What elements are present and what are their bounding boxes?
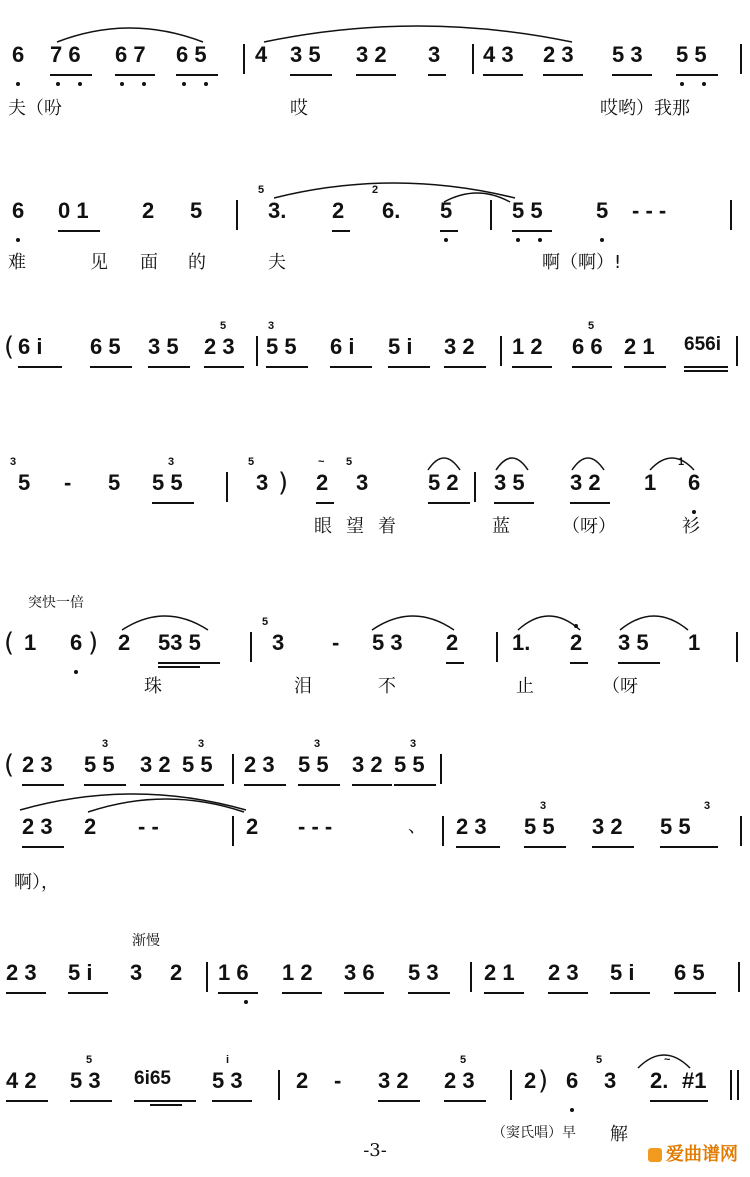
lyric: 望 (346, 516, 364, 537)
lyric: 的 (188, 252, 206, 273)
note: 1 6 (218, 960, 249, 985)
open-paren: ( (4, 750, 15, 780)
note: 2 1 (624, 334, 655, 359)
high-dot (574, 624, 578, 628)
underline (570, 502, 610, 504)
underline (444, 366, 486, 368)
barline (472, 44, 474, 74)
lyric: 衫 (682, 516, 700, 537)
slur (618, 604, 690, 632)
grace-note: 3 (198, 738, 205, 750)
underline (352, 784, 392, 786)
note: 5 5 (84, 752, 115, 777)
barline (490, 200, 492, 230)
low-dot (680, 82, 684, 86)
note: 2 (170, 960, 183, 985)
low-dot (56, 82, 60, 86)
notes-line (0, 1054, 750, 1104)
barline (226, 472, 228, 502)
note: 5 5 (394, 752, 425, 777)
close-paren: ) (278, 468, 289, 498)
note: 3 2 (352, 752, 383, 777)
note: 53 5 (158, 630, 201, 655)
note: 3 5 (494, 470, 525, 495)
underline (70, 1100, 112, 1102)
note: 2 (570, 630, 583, 655)
underline (388, 366, 430, 368)
low-dot (538, 238, 542, 242)
lyric: 不 (378, 676, 396, 697)
grace-note: 5 (220, 320, 227, 332)
note: 3 5 (618, 630, 649, 655)
note: 2 3 (22, 752, 53, 777)
underline (446, 662, 464, 664)
underline (332, 230, 350, 232)
note: 5 (596, 198, 609, 223)
barline (232, 816, 234, 846)
note: 5 i (388, 334, 413, 359)
barline (250, 632, 252, 662)
note: - - (138, 814, 159, 839)
underline (218, 992, 258, 994)
note: 3 (604, 1068, 617, 1093)
grace-note: 1 (678, 456, 685, 468)
barline (474, 472, 476, 502)
lyric: 见 (90, 252, 108, 273)
slur (648, 450, 696, 472)
note: 3 2 (140, 752, 171, 777)
grace-note: 3 (314, 738, 321, 750)
note: 1 2 (512, 334, 543, 359)
note: 3 6 (344, 960, 375, 985)
note: 2 (118, 630, 131, 655)
underline (90, 366, 132, 368)
note: 3 (356, 470, 369, 495)
grace-note: 3 (168, 456, 175, 468)
notes-line (0, 956, 750, 996)
underline (674, 992, 716, 994)
underline (22, 846, 64, 848)
low-dot (444, 238, 448, 242)
note: 2 (332, 198, 345, 223)
underline (68, 992, 108, 994)
note: 1. (512, 630, 531, 655)
lyric: 蓝 (492, 516, 510, 537)
note: 2. (650, 1068, 669, 1093)
grace-note: 5 (86, 1054, 93, 1066)
lyric: 珠 (144, 676, 162, 697)
note: 656i (684, 334, 721, 355)
notes-line (0, 184, 750, 234)
notes-line (0, 616, 750, 666)
low-dot (600, 238, 604, 242)
barline (738, 962, 740, 992)
grace-note: ~ (318, 456, 325, 468)
underline (483, 74, 523, 76)
music-note-icon (648, 1148, 662, 1162)
notes-line (0, 320, 750, 370)
note: 5 3 (612, 42, 643, 67)
lyric: （呀） (562, 516, 616, 537)
underline (572, 366, 612, 368)
barline (206, 962, 208, 992)
slur (442, 186, 512, 204)
note: 3 2 (570, 470, 601, 495)
breath-mark: 、 (408, 816, 426, 837)
underline (50, 74, 92, 76)
note: 5 3 (408, 960, 439, 985)
underline (618, 662, 660, 664)
note: 3 2 (356, 42, 387, 67)
underline (512, 230, 552, 232)
underline (176, 74, 218, 76)
note: 2 (84, 814, 97, 839)
grace-note: 2 (372, 184, 379, 196)
note: 6 (688, 470, 701, 495)
note: 5 5 (182, 752, 213, 777)
site-logo-text: 爱曲谱网 (666, 1144, 738, 1165)
note: 6 (12, 42, 25, 67)
barline (442, 816, 444, 846)
note: 6 i (330, 334, 355, 359)
low-dot (204, 82, 208, 86)
note: 5 i (68, 960, 93, 985)
note: 5 (18, 470, 31, 495)
note: 5 i (610, 960, 635, 985)
note: 2 3 (444, 1068, 475, 1093)
underline (344, 992, 384, 994)
note: 2 (316, 470, 329, 495)
underline (150, 1104, 182, 1106)
underline (356, 74, 396, 76)
note: 4 2 (6, 1068, 37, 1093)
note: - - - (632, 198, 667, 223)
lyric: 啊（啊）! (542, 252, 622, 273)
lyric: （窦氏唱）早 (492, 1125, 576, 1141)
underline (298, 784, 340, 786)
note: 2 3 (543, 42, 574, 67)
grace-note: 5 (596, 1054, 603, 1066)
note: 5 5 (524, 814, 555, 839)
underline (524, 846, 566, 848)
grace-note: 5 (460, 1054, 467, 1066)
underline (660, 846, 718, 848)
note: 4 3 (483, 42, 514, 67)
note: 5 2 (428, 470, 459, 495)
underline (612, 74, 652, 76)
tempo-mark: 突快一倍 (28, 595, 84, 611)
low-dot (78, 82, 82, 86)
note: - (334, 1068, 342, 1093)
lyric: 难 (8, 252, 26, 273)
grace-note: i (226, 1054, 230, 1066)
lyrics-line (0, 248, 750, 278)
note: - - - (298, 814, 333, 839)
note: 7 6 (50, 42, 81, 67)
barline (440, 754, 442, 784)
note: 2 1 (484, 960, 515, 985)
note: 2 (142, 198, 155, 223)
underline (592, 846, 634, 848)
barline (236, 200, 238, 230)
note: 5 3 (212, 1068, 243, 1093)
note: 6 (70, 630, 83, 655)
underline (6, 992, 46, 994)
note: 5 5 (512, 198, 543, 223)
note: 5 5 (298, 752, 329, 777)
lyric: 解 (610, 1124, 628, 1145)
underline (212, 1100, 252, 1102)
note: 1 (688, 630, 701, 655)
underline (204, 366, 244, 368)
underline (244, 784, 286, 786)
note: 5 3 (70, 1068, 101, 1093)
slur (370, 604, 456, 632)
note: 3 2 (444, 334, 475, 359)
slur (494, 450, 530, 472)
lyrics-line (0, 672, 750, 702)
underline (428, 74, 446, 76)
grace-note: 3 (704, 800, 711, 812)
site-logo[interactable] (648, 1140, 738, 1166)
barline (740, 816, 742, 846)
underline (316, 502, 334, 504)
slur (262, 16, 574, 44)
note: 2 3 (22, 814, 53, 839)
notes-line (0, 800, 750, 850)
note: 3 5 (290, 42, 321, 67)
underline (570, 662, 588, 664)
lyric: 眼 (314, 516, 332, 537)
note: 6. (382, 198, 401, 223)
underline (394, 784, 436, 786)
lyrics-line (0, 94, 750, 124)
note: 1 (644, 470, 657, 495)
barline (736, 632, 738, 662)
slur (120, 604, 210, 632)
underline (610, 992, 650, 994)
note: 3. (268, 198, 287, 223)
grace-note: 5 (248, 456, 255, 468)
slur (570, 450, 606, 472)
grace-note: 3 (102, 738, 109, 750)
barline (278, 1070, 280, 1100)
underline (148, 366, 190, 368)
underline (134, 1100, 196, 1102)
note: 4 (255, 42, 268, 67)
close-paren: ) (88, 628, 99, 658)
note: 3 (130, 960, 143, 985)
lyrics-line (0, 512, 750, 542)
barline (740, 44, 742, 74)
lyric: 止 (516, 676, 534, 697)
barline (232, 754, 234, 784)
underline (58, 230, 100, 232)
underline (456, 846, 500, 848)
lyric: 夫（吩 (8, 98, 62, 119)
note: 2 3 (204, 334, 235, 359)
grace-note: 3 (268, 320, 275, 332)
grace-note: 3 (540, 800, 547, 812)
note: 5 5 (660, 814, 691, 839)
low-dot (120, 82, 124, 86)
note: 6 (12, 198, 25, 223)
barline (736, 336, 738, 366)
underline (152, 502, 194, 504)
lyric: 夫 (268, 252, 286, 273)
underline (548, 992, 588, 994)
underline (266, 366, 308, 368)
note: 2 3 (456, 814, 487, 839)
note: 6 (566, 1068, 579, 1093)
slur (55, 16, 205, 44)
note: 3 2 (592, 814, 623, 839)
note: 2 (446, 630, 459, 655)
note: 5 (190, 198, 203, 223)
underline (115, 74, 155, 76)
lyric: （呀 (602, 676, 638, 697)
note: 3 (428, 42, 441, 67)
underline (512, 366, 552, 368)
barline (243, 44, 245, 74)
underline (684, 366, 728, 368)
grace-note: ~ (664, 1054, 671, 1066)
underline (484, 992, 524, 994)
note: 1 2 (282, 960, 313, 985)
lyric: 泪 (294, 676, 312, 697)
low-dot (516, 238, 520, 242)
grace-note: 5 (262, 616, 269, 628)
grace-note: 5 (588, 320, 595, 332)
note: 6i65 (134, 1068, 171, 1089)
note: 6 5 (90, 334, 121, 359)
note: 3 (272, 630, 285, 655)
note: 2 (296, 1068, 309, 1093)
slur (426, 450, 462, 472)
note: 2 (524, 1068, 537, 1093)
note: 2 3 (6, 960, 37, 985)
notes-line (0, 456, 750, 506)
underline (428, 502, 470, 504)
note: 5 5 (266, 334, 297, 359)
tempo-mark: 渐慢 (132, 933, 160, 949)
underline (444, 1100, 486, 1102)
open-paren: ( (4, 332, 15, 362)
underline (158, 662, 220, 664)
note: 6 7 (115, 42, 146, 67)
underline (684, 370, 728, 372)
underline (408, 992, 450, 994)
notes-line (0, 738, 750, 788)
grace-note: 5 (258, 184, 265, 196)
underline (282, 992, 322, 994)
lyric: 啊）， (14, 872, 59, 893)
lyric: 哎哟）我那 (600, 98, 690, 119)
note: 2 3 (548, 960, 579, 985)
note: 3 (256, 470, 269, 495)
grace-note: 5 (346, 456, 353, 468)
note: 5 5 (152, 470, 183, 495)
underline (330, 366, 372, 368)
barline (256, 336, 258, 366)
note: #1 (682, 1068, 707, 1093)
underline (543, 74, 583, 76)
underline (378, 1100, 420, 1102)
open-paren: ( (4, 628, 15, 658)
note: 5 (440, 198, 453, 223)
close-paren: ) (538, 1066, 549, 1096)
note: 2 3 (244, 752, 275, 777)
note: 3 2 (378, 1068, 409, 1093)
low-dot (570, 1108, 574, 1112)
note: 6 6 (572, 334, 603, 359)
low-dot (142, 82, 146, 86)
barline (730, 1070, 739, 1100)
page-number: -3- (363, 1140, 387, 1161)
barline (496, 632, 498, 662)
underline (650, 1100, 708, 1102)
lyrics-line (0, 868, 750, 898)
note: 6 5 (674, 960, 705, 985)
slur (86, 790, 246, 814)
underline (494, 502, 534, 504)
underline (676, 74, 718, 76)
barline (730, 200, 732, 230)
note: 6 i (18, 334, 43, 359)
underline (440, 230, 458, 232)
underline (6, 1100, 48, 1102)
barline (470, 962, 472, 992)
note: 5 5 (676, 42, 707, 67)
note: 6 5 (176, 42, 207, 67)
notes-line (0, 38, 750, 78)
underline (18, 366, 62, 368)
note: - (64, 470, 72, 495)
low-dot (702, 82, 706, 86)
barline (500, 336, 502, 366)
slur (516, 604, 582, 632)
note: 0 1 (58, 198, 89, 223)
lyric: 着 (378, 516, 396, 537)
note: - (332, 630, 340, 655)
underline (158, 666, 200, 668)
note: 3 5 (148, 334, 179, 359)
note: 2 (246, 814, 259, 839)
note: 5 3 (372, 630, 403, 655)
note: 1 (24, 630, 37, 655)
lyric: 哎 (290, 98, 308, 119)
low-dot (244, 1000, 248, 1004)
low-dot (182, 82, 186, 86)
barline (510, 1070, 512, 1100)
underline (624, 366, 666, 368)
underline (290, 74, 332, 76)
low-dot (16, 238, 20, 242)
grace-note: 3 (10, 456, 17, 468)
grace-note: 3 (410, 738, 417, 750)
low-dot (16, 82, 20, 86)
note: 5 (108, 470, 121, 495)
lyric: 面 (140, 252, 158, 273)
